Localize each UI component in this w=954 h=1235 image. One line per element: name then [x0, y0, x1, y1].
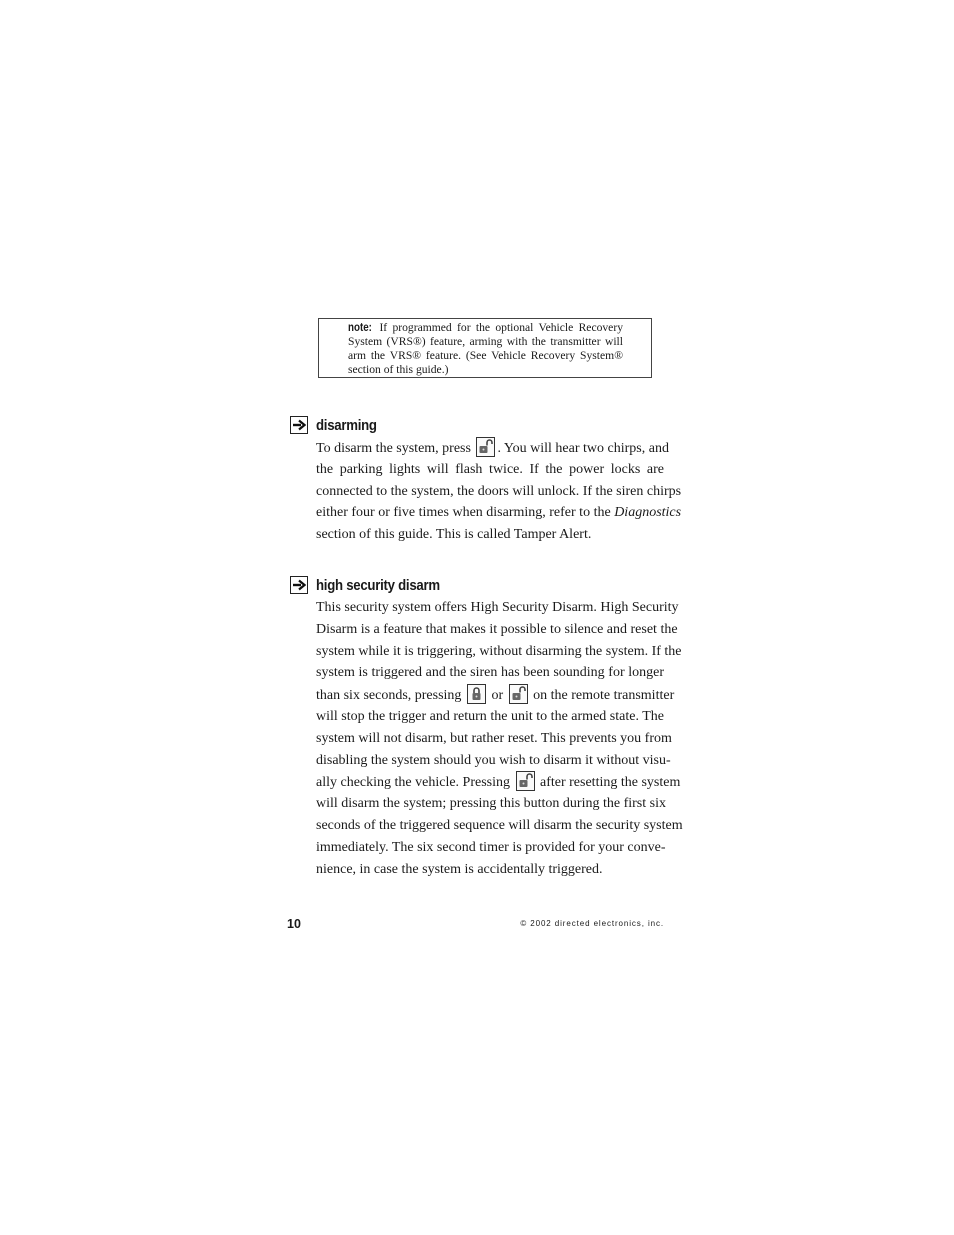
line-text: seconds of the triggered sequence will disarm the security system: [316, 817, 683, 833]
text-line: [316, 481, 682, 503]
line-text: or: [491, 688, 504, 704]
arrow-icon: [290, 576, 308, 594]
text-line: [316, 619, 678, 641]
text-line: [316, 728, 672, 750]
section-heading-disarming: [290, 416, 385, 434]
text-line: [316, 859, 664, 881]
line-text: This security system offers High Security Disarm. High Security: [316, 600, 679, 615]
line-text: section of this guide. This is called Tamper Alert.: [316, 527, 592, 543]
text-line: [316, 502, 682, 524]
line-text: on the remote transmitter: [533, 688, 675, 704]
line-text: after resetting the system: [540, 775, 681, 791]
line-text: system is triggered and the siren has been sounding for longer: [316, 665, 664, 681]
line-text: system while it is triggering, without disarming the system. If the: [316, 643, 682, 659]
text-line: [316, 597, 679, 619]
line-text: the parking lights will flash twice. If the power locks are: [316, 461, 664, 477]
text-line: [316, 750, 671, 772]
section-title: disarming: [316, 416, 377, 434]
line-text: Disarm is a feature that makes it possible to silence and reset the: [316, 621, 678, 637]
text-line: [316, 771, 681, 793]
unlock-key-icon: [516, 771, 535, 791]
line-text: either four or five times when disarming, refer to the: [316, 505, 611, 521]
line-text: To disarm the system, press: [316, 441, 471, 456]
section-heading-high-security-disarm: [290, 576, 457, 594]
text-line: [316, 437, 669, 459]
section-body-high-security-disarm: [316, 597, 683, 880]
text-line: [316, 793, 664, 815]
section-body-disarming: [316, 437, 682, 546]
text-line: [316, 662, 664, 684]
text-line: [316, 524, 664, 546]
copyright-notice: © 2002 directed electronics, inc.: [520, 919, 664, 928]
line-text: nience, in case the system is accidentally triggered.: [316, 861, 603, 877]
text-line: [316, 641, 682, 663]
text-line: [316, 684, 675, 706]
emphasis-text: Diagnostics: [614, 505, 682, 521]
note-label: note:: [348, 322, 372, 334]
note-text: If programmed for the optional Vehicle Recovery System (VRS®) feature, arming with the transmitter will arm the VRS® feature. (See Vehicle Recovery System® section of this guide.): [348, 321, 623, 376]
line-text: connected to the system, the doors will unlock. If the siren chirps: [316, 483, 682, 499]
text-line: [316, 837, 664, 859]
arrow-icon: [290, 416, 308, 434]
page-number: 10: [287, 917, 301, 931]
line-text: disabling the system should you wish to disarm it without visu-: [316, 752, 671, 768]
line-text: than six seconds, pressing: [316, 688, 462, 704]
unlock-key-icon: [476, 437, 495, 457]
text-line: [316, 815, 683, 837]
line-text: will stop the trigger and return the unit to the armed state. The: [316, 708, 664, 724]
line-text: will disarm the system; pressing this button during the first six: [316, 796, 666, 812]
line-text: immediately. The six second timer is provided for your conve-: [316, 839, 666, 855]
lock-key-icon: [467, 684, 486, 704]
line-text: system will not disarm, but rather reset. This prevents you from: [316, 730, 672, 746]
text-line: [316, 459, 664, 481]
line-text: ally checking the vehicle. Pressing: [316, 775, 510, 791]
note-box: [318, 318, 652, 378]
text-line: [316, 706, 664, 728]
line-text: . You will hear two chirps, and: [497, 441, 669, 456]
section-title: high security disarm: [316, 576, 440, 594]
unlock-key-icon: [509, 684, 528, 704]
